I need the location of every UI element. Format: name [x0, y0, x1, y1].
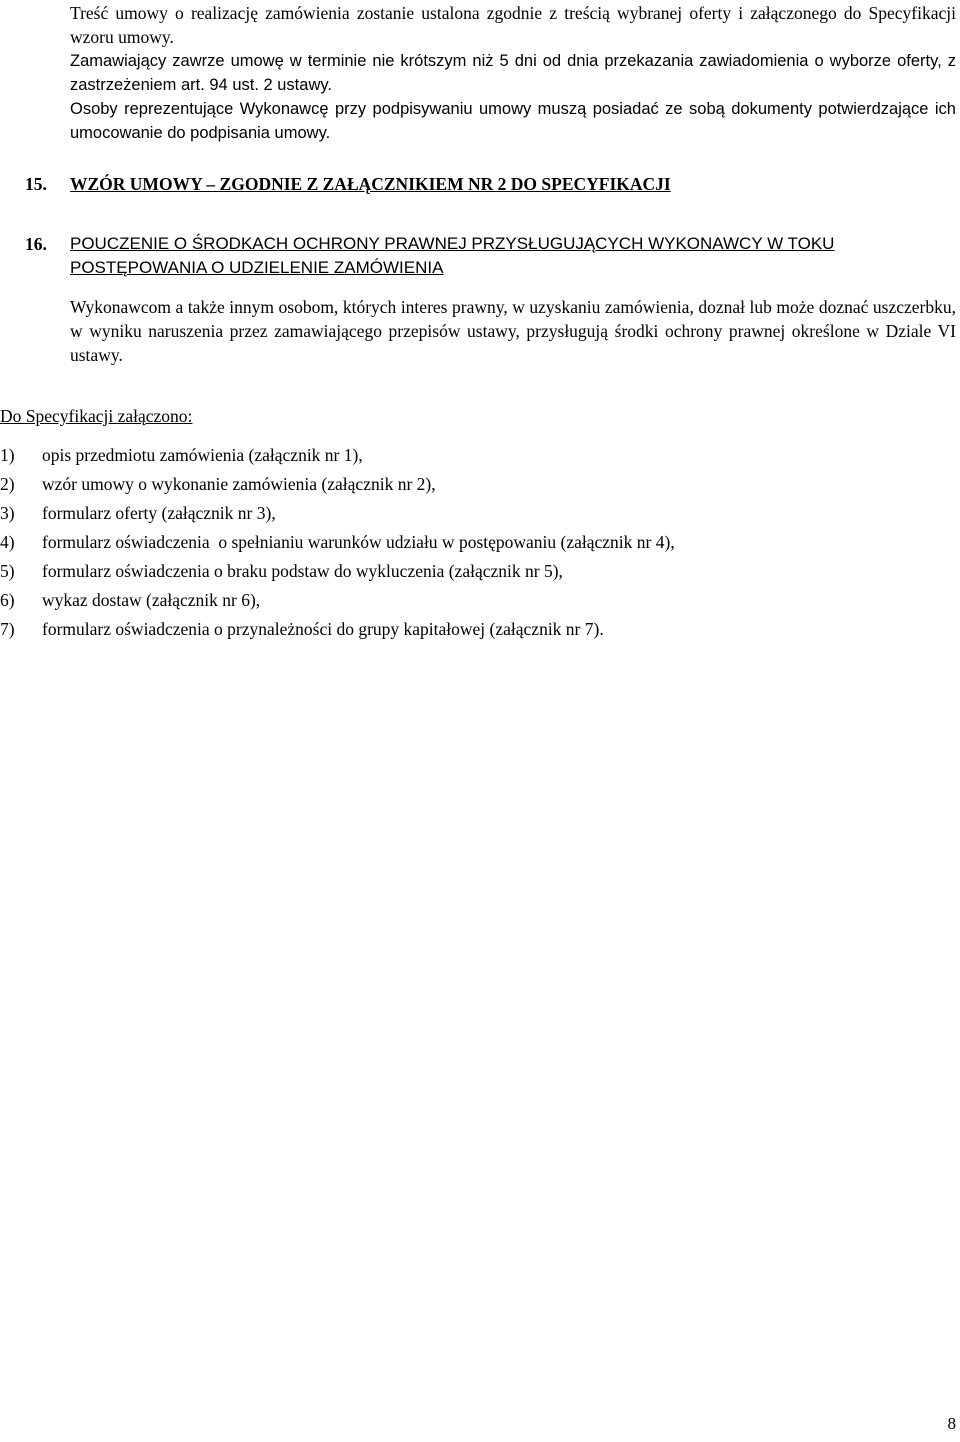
list-item: 2) wzór umowy o wykonanie zamówienia (załącznik nr 2), — [0, 474, 436, 494]
section-15-number: 15. — [25, 174, 47, 194]
attachments-list — [0, 441, 675, 644]
paragraph-contract-content: Treść umowy o realizację zamówienia zostanie ustalona zgodnie z treścią wybranej oferty i załączonego do Specyfikacji wzoru umowy. — [70, 3, 956, 47]
list-item: 7) formularz oświadczenia o przynależności do grupy kapitałowej (załącznik nr 7). — [0, 619, 604, 639]
section-16-number: 16. — [25, 234, 47, 254]
list-item: 5) formularz oświadczenia o braku podstaw do wykluczenia (załącznik nr 5), — [0, 561, 563, 581]
section-15-heading — [25, 172, 960, 196]
section-16-heading — [25, 232, 960, 280]
section-16-body: Wykonawcom a także innym osobom, których interes prawny, w uzyskaniu zamówienia, doznał lub może doznać uszczerbku, w wyniku naruszenia przez zamawiającego przepisów ustawy, przysługują środki ochrony prawnej określone w Dziale VI ustawy. — [70, 297, 956, 365]
paragraph-contract-deadline: Zamawiający zawrze umowę w terminie nie krótszym niż 5 dni od dnia przekazania zawiadomienia o wyborze oferty, z zastrzeżeniem art. 94 ust. 2 ustawy. — [70, 52, 956, 94]
page-number: 8 — [947, 1414, 956, 1433]
attachments-heading: Do Specyfikacji załączono: — [0, 406, 193, 426]
list-item: 4) formularz oświadczenia o spełnianiu warunków udziału w postępowaniu (załącznik nr 4), — [0, 532, 675, 552]
section-15-title: WZÓR UMOWY – ZGODNIE Z ZAŁĄCZNIKIEM NR 2 DO SPECYFIKACJI — [70, 174, 671, 194]
paragraph-representatives: Osoby reprezentujące Wykonawcę przy podpisywaniu umowy muszą posiadać ze sobą dokumenty potwierdzające ich umocowanie do podpisania umowy. — [70, 100, 956, 142]
list-item: 1) opis przedmiotu zamówienia (załącznik nr 1), — [0, 445, 363, 465]
list-item: 3) formularz oferty (załącznik nr 3), — [0, 503, 276, 523]
list-item: 6) wykaz dostaw (załącznik nr 6), — [0, 590, 261, 610]
section-16-title: POUCZENIE O ŚRODKACH OCHRONY PRAWNEJ PRZYSŁUGUJĄCYCH WYKONAWCY W TOKU POSTĘPOWANIA O UDZIELENIE ZAMÓWIENIA — [70, 234, 835, 277]
